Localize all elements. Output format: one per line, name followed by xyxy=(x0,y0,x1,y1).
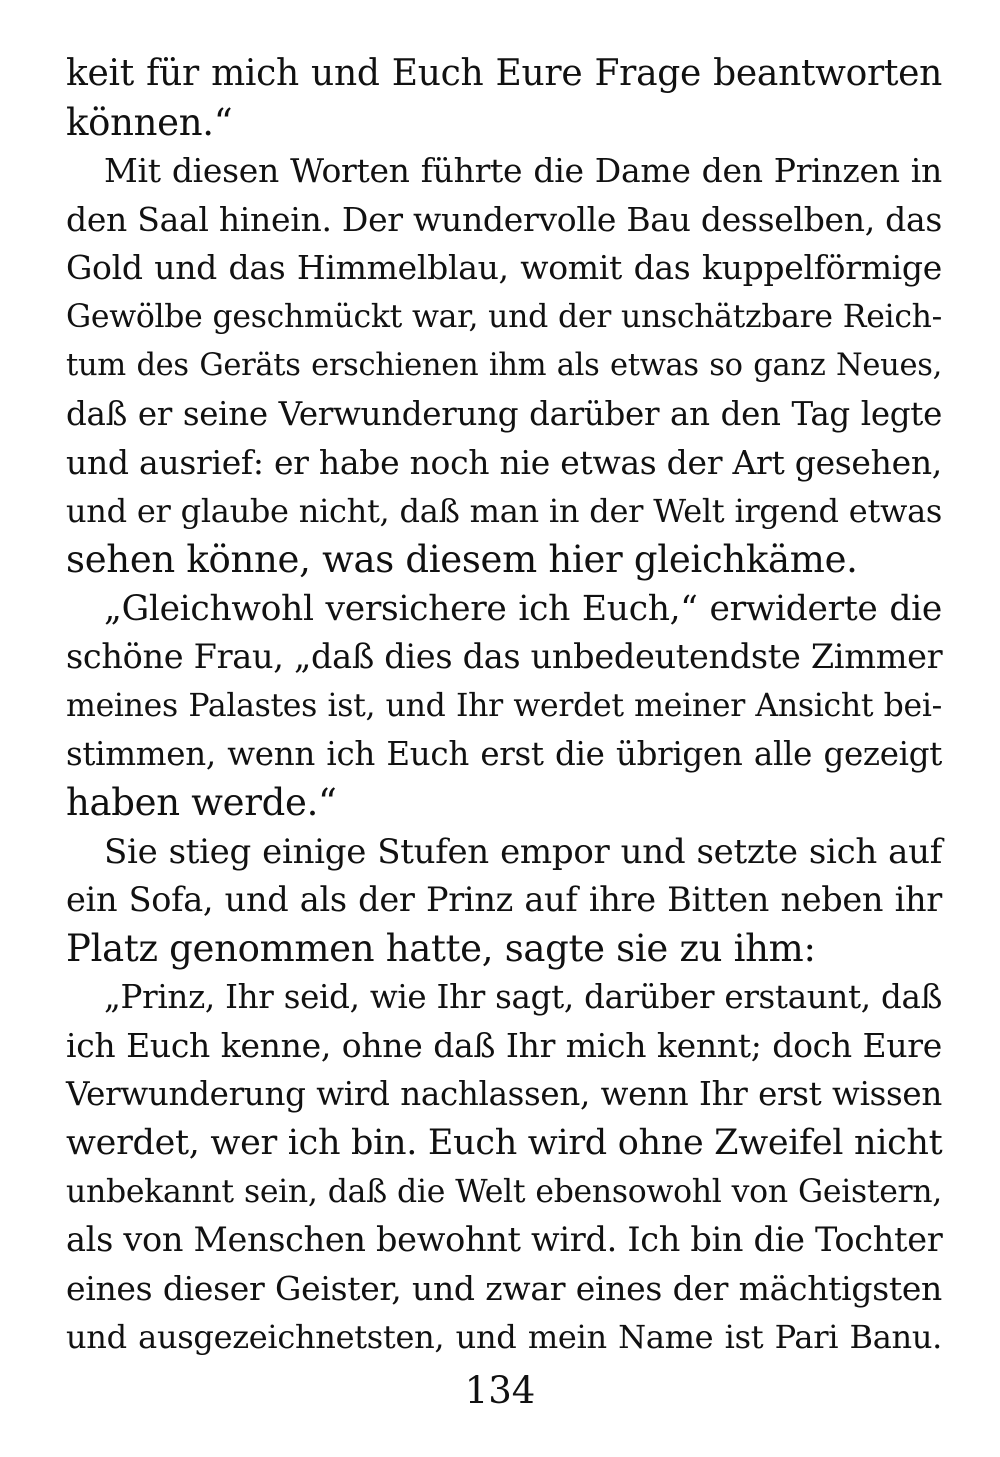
text-line: meines Palastes ist, und Ihr werdet meiner Ansicht bei- xyxy=(66,687,942,724)
text-line: „Gleichwohl versichere ich Euch,“ erwiderte die xyxy=(104,588,942,629)
text-line: den Saal hinein. Der wundervolle Bau desselben, das xyxy=(66,199,942,239)
text-line: und er glaube nicht, daß man in der Welt irgend etwas xyxy=(66,492,942,531)
text-line: „Prinz, Ihr seid, wie Ihr sagt, darüber erstaunt, daß xyxy=(104,978,942,1017)
text-line: sehen könne, was diesem hier gleichkäme. xyxy=(66,537,858,581)
text-line: können.“ xyxy=(66,100,233,144)
text-line: unbekannt sein, daß die Welt ebensowohl von Geistern, xyxy=(66,1173,942,1210)
text-line: Platz genommen hatte, sagte sie zu ihm: xyxy=(66,926,816,970)
page-body xyxy=(66,50,942,1362)
paragraph xyxy=(66,50,942,147)
text-line: schöne Frau, „daß dies das unbedeutendste Zimmer xyxy=(66,637,943,677)
text-line: ein Sofa, und als der Prinz auf ihre Bitten neben ihr xyxy=(66,880,942,920)
text-line: Verwunderung wird nachlassen, wenn Ihr erst wissen xyxy=(66,1075,942,1114)
page-number: 134 xyxy=(464,1369,536,1412)
text-line: als von Menschen bewohnt wird. Ich bin die Tochter xyxy=(66,1220,943,1260)
text-line: stimmen, wenn ich Euch erst die übrigen alle gezeigt xyxy=(66,735,942,774)
text-line: Gewölbe geschmückt war, und der unschätzbare Reich- xyxy=(66,298,942,335)
paragraph xyxy=(66,147,942,584)
text-line: tum des Geräts erschienen ihm als etwas so ganz Neues, xyxy=(66,347,942,383)
text-line: eines dieser Geister, und zwar eines der mächtigsten xyxy=(66,1268,942,1308)
text-line: keit für mich und Euch Eure Frage beantworten xyxy=(66,53,942,94)
text-line: Mit diesen Worten führte die Dame den Prinzen in xyxy=(104,151,942,191)
text-line: werdet, wer ich bin. Euch wird ohne Zweifel nicht xyxy=(66,1123,943,1164)
text-line: Sie stieg einige Stufen empor und setzte sich auf xyxy=(104,831,942,872)
text-line: daß er seine Verwunderung darüber an den Tag legte xyxy=(66,395,942,434)
text-line: haben werde.“ xyxy=(66,780,337,824)
paragraph xyxy=(66,585,942,828)
text-line: und ausgezeichnetsten, und mein Name ist Pari Banu. xyxy=(66,1318,942,1357)
text-line: und ausrief: er habe noch nie etwas der Art gesehen, xyxy=(66,442,942,482)
text-line: Gold und das Himmelblau, womit das kuppelförmige xyxy=(66,248,942,288)
text-line: ich Euch kenne, ohne daß Ihr mich kennt; doch Eure xyxy=(66,1025,942,1065)
paragraph xyxy=(66,828,942,974)
paragraph xyxy=(66,973,942,1362)
